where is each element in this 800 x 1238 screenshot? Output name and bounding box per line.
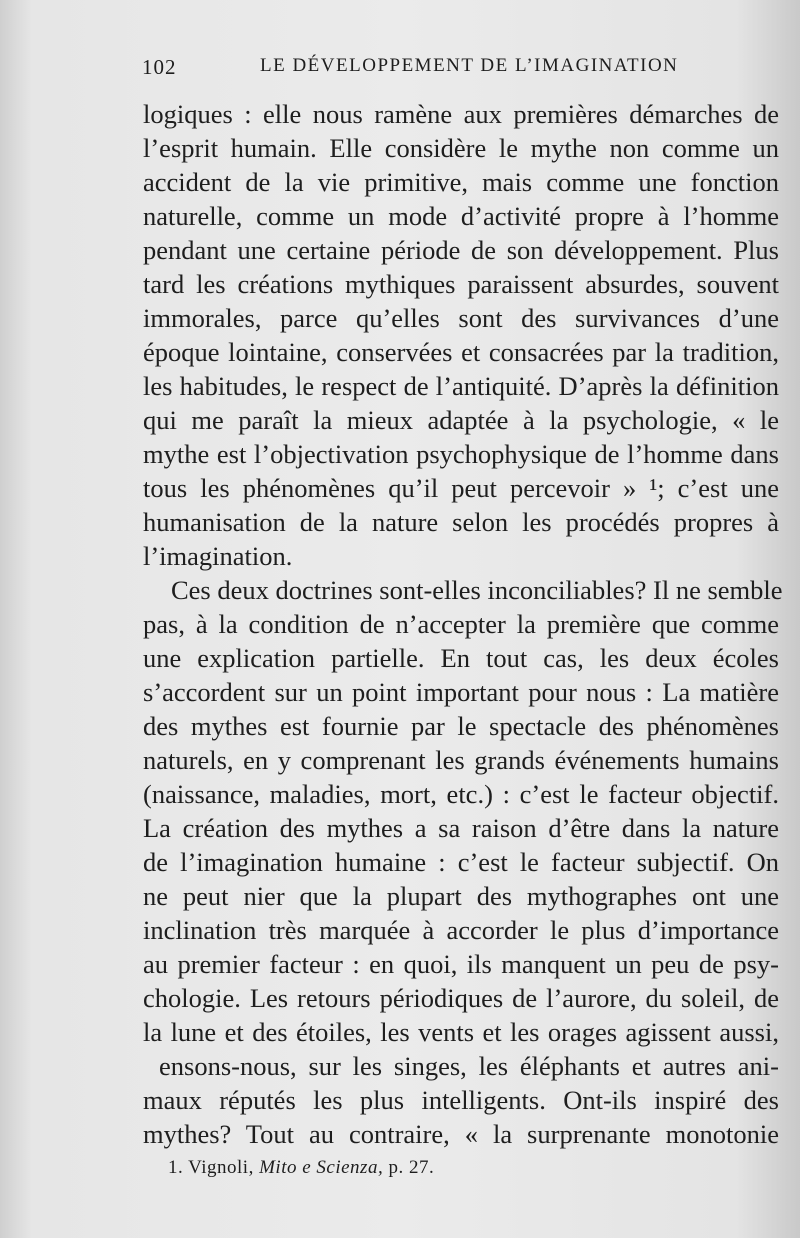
footnote-page: p. 27. bbox=[388, 1157, 435, 1178]
text-line: la lune et des étoiles, les vents et les orages agissent aussi, bbox=[143, 1017, 779, 1047]
text-line: (naissance, maladies, mort, etc.) : c’est le facteur objectif. bbox=[143, 779, 779, 809]
footnote bbox=[168, 1157, 434, 1179]
text-line: Ces deux doctrines sont-elles inconciliables? Il ne semble bbox=[171, 575, 783, 605]
text-line: tous les phénomènes qu’il peut percevoir » ¹; c’est une bbox=[143, 473, 779, 503]
running-head bbox=[142, 55, 682, 85]
text-line: époque lointaine, conservées et consacrées par la tradition, bbox=[143, 337, 779, 367]
text-line: La création des mythes a sa raison d’être dans la nature bbox=[143, 813, 779, 843]
page-number: 102 bbox=[142, 55, 177, 79]
text-line: immorales, parce qu’elles sont des survivances d’une bbox=[143, 303, 779, 333]
text-line: naturelle, comme un mode d’activité propre à l’homme bbox=[143, 201, 779, 231]
text-line: l’esprit humain. Elle considère le mythe non comme un bbox=[143, 133, 779, 163]
footnote-number: 1. bbox=[168, 1157, 184, 1178]
text-line: de l’imagination humaine : c’est le facteur subjectif. On bbox=[143, 847, 779, 877]
text-line: les habitudes, le respect de l’antiquité. D’après la définition bbox=[143, 371, 779, 401]
text-line: une explication partielle. En tout cas, les deux écoles bbox=[143, 643, 779, 673]
text-line: mythes? Tout au contraire, « la surprenante monotonie bbox=[143, 1119, 779, 1149]
text-line: tard les créations mythiques paraissent absurdes, souvent bbox=[143, 269, 779, 299]
footnote-author: Vignoli, bbox=[188, 1157, 254, 1178]
text-line: qui me paraît la mieux adaptée à la psychologie, « le bbox=[143, 405, 779, 435]
text-line: mythe est l’objectivation psychophysique de l’homme dans bbox=[143, 439, 779, 469]
text-line: ne peut nier que la plupart des mythographes ont une bbox=[143, 881, 779, 911]
text-line: logiques : elle nous ramène aux premières démarches de bbox=[143, 99, 779, 129]
text-line: chologie. Les retours périodiques de l’aurore, du soleil, de bbox=[143, 983, 779, 1013]
text-line: naturels, en y comprenant les grands événements humains bbox=[143, 745, 779, 775]
text-line: accident de la vie primitive, mais comme une fonction bbox=[143, 167, 779, 197]
text-line: ensons-nous, sur les singes, les éléphants et autres ani- bbox=[159, 1051, 779, 1081]
running-title: LE DÉVELOPPEMENT DE L’IMAGINATION bbox=[260, 55, 679, 76]
text-line: maux réputés les plus intelligents. Ont-ils inspiré des bbox=[143, 1085, 779, 1115]
text-line: au premier facteur : en quoi, ils manquent un peu de psy- bbox=[143, 949, 779, 979]
text-line: inclination très marquée à accorder le plus d’importance bbox=[143, 915, 779, 945]
text-line: pendant une certaine période de son développement. Plus bbox=[143, 235, 779, 265]
text-line: l’imagination. bbox=[143, 541, 293, 571]
footnote-title: Mito e Scienza, bbox=[259, 1157, 384, 1178]
text-line: s’accordent sur un point important pour nous : La matière bbox=[143, 677, 779, 707]
text-line: pas, à la condition de n’accepter la première que comme bbox=[143, 609, 779, 639]
body-text bbox=[143, 97, 783, 1151]
text-line: humanisation de la nature selon les procédés propres à bbox=[143, 507, 779, 537]
text-line: des mythes est fournie par le spectacle des phénomènes bbox=[143, 711, 779, 741]
